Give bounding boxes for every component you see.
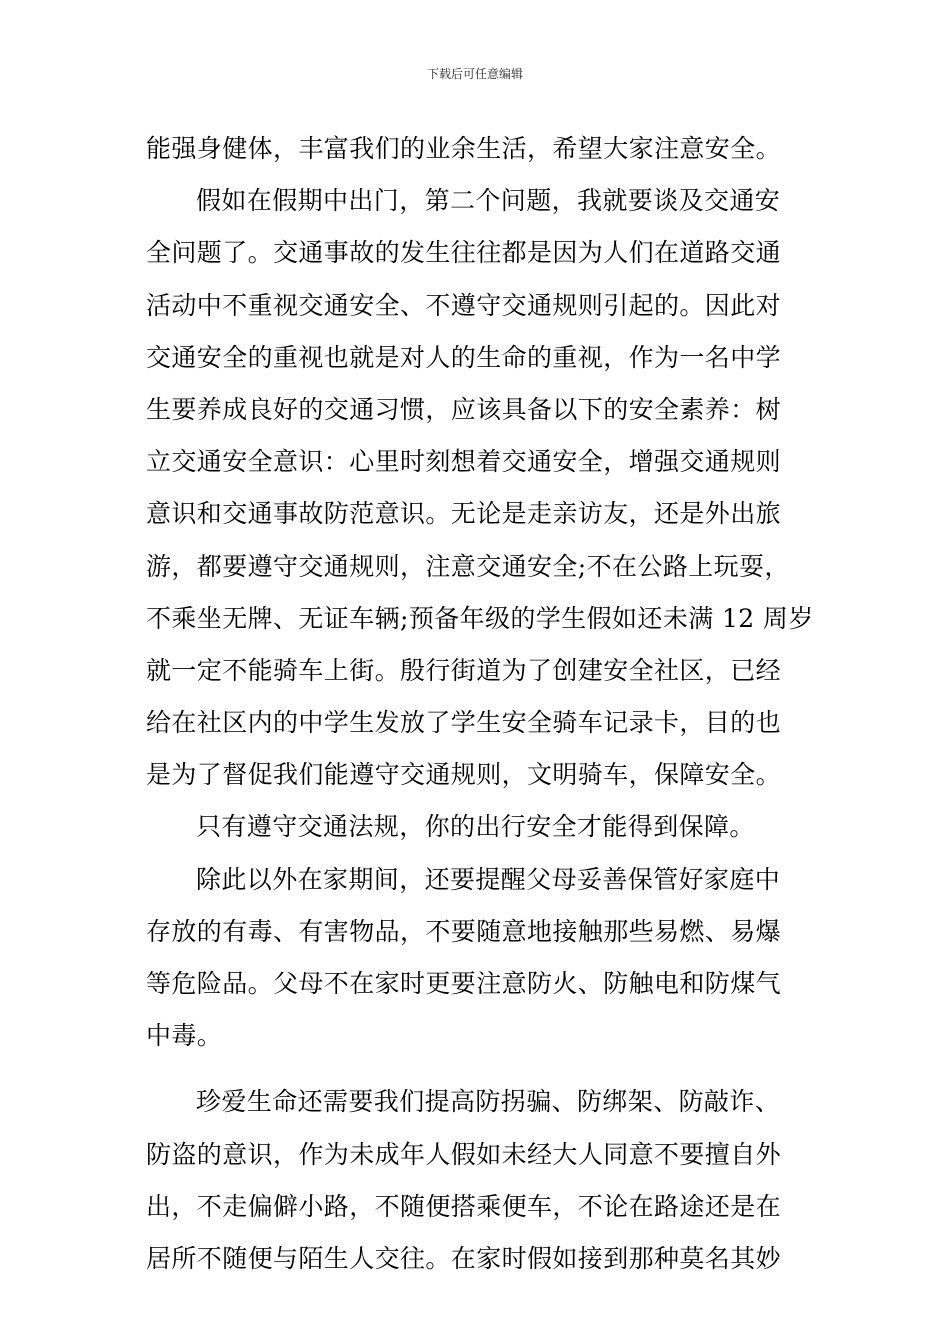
text-line: 生要养成良好的交通习惯，应该具备以下的安全素养：树: [146, 394, 782, 424]
paragraph: [146, 1076, 808, 1285]
text-line: 防盗的意识，作为未成年人假如未经大人同意不要擅自外: [146, 1139, 782, 1169]
text-line: 除此以外在家期间，还要提醒父母妥善保管好家庭中: [196, 864, 781, 894]
text-line: 全问题了。交通事故的发生往往都是因为人们在道路交通: [146, 238, 782, 268]
text-line: 珍爱生命还需要我们提高防拐骗、防绑架、防敲诈、: [196, 1087, 781, 1117]
document-body: [146, 123, 814, 1285]
paragraph: [146, 854, 808, 1063]
text-line: 居所不随便与陌生人交往。在家时假如接到那种莫名其妙: [146, 1243, 782, 1273]
paragraph-gap: [146, 1062, 808, 1076]
text-line: 游，都要遵守交通规则，注意交通安全;不在公路上玩耍，: [146, 551, 790, 581]
paragraph: [146, 123, 808, 175]
text-line: 不乘坐无牌、无证车辆;预备年级的学生假如还未满 12 周岁: [146, 603, 814, 633]
text-line: 出，不走偏僻小路，不随便搭乘便车，不论在路途还是在: [146, 1191, 782, 1221]
paragraph: [146, 175, 814, 801]
text-line: 给在社区内的中学生发放了学生安全骑车记录卡，目的也: [146, 708, 782, 738]
text-line: 交通安全的重视也就是对人的生命的重视，作为一名中学: [146, 342, 782, 372]
text-line: 活动中不重视交通安全、不遵守交通规则引起的。因此对: [146, 290, 782, 320]
text-line: 只有遵守交通法规，你的出行安全才能得到保障。: [196, 812, 755, 842]
page-header-note: 下载后可任意编辑: [426, 67, 523, 81]
paragraph: [146, 801, 808, 853]
text-line: 是为了督促我们能遵守交通规则，文明骑车，保障安全。: [146, 760, 782, 790]
text-line: 中毒。: [146, 1021, 223, 1051]
text-line: 存放的有毒、有害物品，不要随意地接触那些易燃、易爆: [146, 916, 782, 946]
text-line: 就一定不能骑车上街。殷行街道为了创建安全社区，已经: [146, 655, 782, 685]
text-line: 意识和交通事故防范意识。无论是走亲访友，还是外出旅: [146, 499, 782, 529]
text-line: 等危险品。父母不在家时更要注意防火、防触电和防煤气: [146, 969, 782, 998]
text-line: 立交通安全意识：心里时刻想着交通安全，增强交通规则: [146, 447, 782, 477]
text-line: 能强身健体，丰富我们的业余生活，希望大家注意安全。: [146, 134, 782, 163]
text-line: 假如在假期中出门，第二个问题，我就要谈及交通安: [196, 186, 781, 216]
